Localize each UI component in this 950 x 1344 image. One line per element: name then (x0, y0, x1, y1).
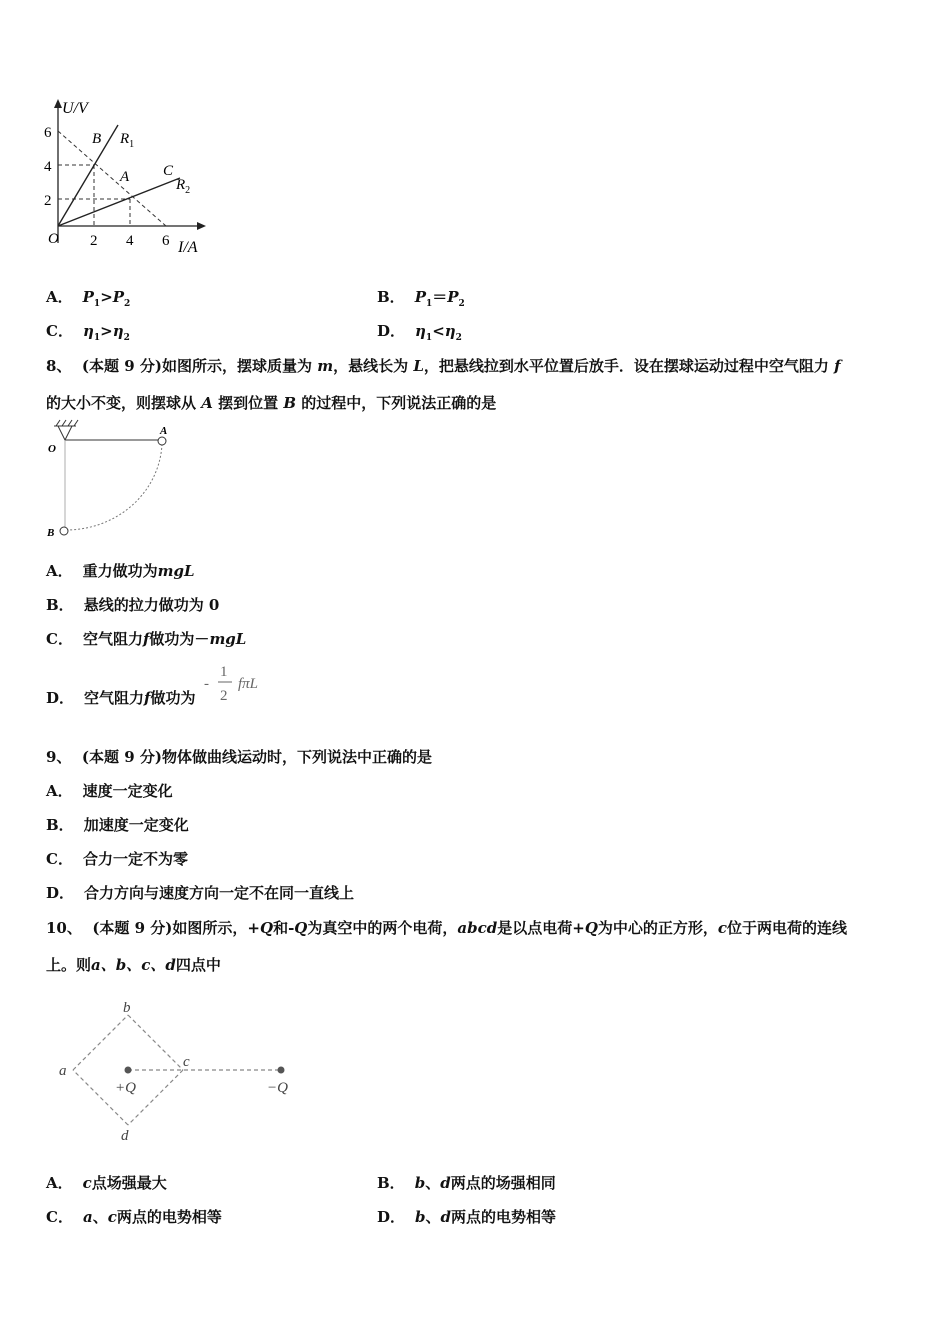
label-a: a (59, 1063, 67, 1079)
pivot-triangle (58, 426, 72, 440)
label-plus-q: +Q (115, 1080, 136, 1096)
x-tick-4: 4 (126, 233, 134, 249)
formula-tail: fπL (238, 676, 259, 692)
x-tick-6: 6 (162, 233, 170, 249)
q10-option-a[interactable]: A． c点场强最大 (46, 1174, 167, 1192)
edge-da (73, 1070, 128, 1125)
label-minus-q: −Q (267, 1080, 288, 1096)
q10-charge-figure (55, 1000, 305, 1145)
q8-pendulum-figure (44, 420, 184, 545)
q10-stem-line2: 上。则a、b、c、d四点中 (46, 956, 221, 974)
label-o: O (48, 443, 56, 455)
q7-option-a[interactable]: A． $P_1>P_2$ (46, 288, 131, 309)
q8-option-d-formula (202, 660, 282, 708)
q7-option-c[interactable]: C． $\eta_1>\eta_2$ (46, 322, 130, 343)
label-a: A (160, 425, 168, 437)
hatch (56, 420, 60, 426)
ball-a (158, 437, 166, 445)
q7-ui-graph (40, 95, 230, 265)
q9-option-d[interactable]: D． 合力方向与速度方向一定不在同一直线上 (46, 884, 355, 902)
y-axis-arrow (54, 99, 62, 108)
q8-option-c[interactable]: C． 空气阻力f做功为－mgL (46, 630, 247, 648)
x-tick-2: 2 (90, 233, 98, 249)
swing-arc (66, 444, 162, 530)
plus-q-charge (125, 1067, 132, 1074)
q7-option-b[interactable]: B． $P_1=P_2$ (377, 288, 465, 309)
ball-b (60, 527, 68, 535)
formula-neg: - (204, 676, 209, 692)
x-axis-arrow (197, 222, 206, 230)
label-b: B (47, 527, 55, 539)
label-c: c (183, 1054, 190, 1070)
hatch (62, 420, 66, 426)
dashed-diagonal (58, 131, 166, 226)
label-b: b (123, 1000, 131, 1016)
q8-option-a[interactable]: A． 重力做功为mgL (46, 562, 195, 580)
q10-option-c[interactable]: C． a、c两点的电势相等 (46, 1208, 222, 1226)
r2-label: $R_2$ (176, 177, 191, 196)
q10-stem-line1: 10、 (本题 9 分)如图所示，+Q和-Q为真空中的两个电荷，abcd是以点电荷+Q为中心的正方形，c位于两电荷的连线 (46, 919, 848, 937)
q8-stem-line2: 的大小不变，则摆球从 A 摆到位置 B 的过程中，下列说法正确的是 (46, 394, 497, 412)
line-r1 (58, 125, 118, 226)
q8-option-d[interactable]: D． 空气阻力f做功为 (46, 689, 196, 707)
edge-cd (128, 1070, 183, 1125)
q9-stem: 9、 (本题 9 分)物体做曲线运动时，下列说法中正确的是 (46, 748, 432, 766)
origin-label: O (48, 231, 59, 247)
point-a-label: A (120, 169, 130, 185)
formula-denominator: 2 (220, 688, 228, 704)
label-d: d (121, 1128, 129, 1144)
y-axis-label: U/V (62, 100, 88, 117)
q8-stem-line1: 8、 (本题 9 分)如图所示，摆球质量为 m，悬线长为 L，把悬线拉到水平位置后放手．设在摆球运动过程中空气阻力 f (46, 357, 841, 375)
y-tick-6: 6 (44, 125, 52, 141)
q9-option-a[interactable]: A． 速度一定变化 (46, 782, 173, 800)
point-c-label: C (163, 163, 174, 179)
edge-ab (73, 1015, 128, 1070)
minus-q-charge (278, 1067, 285, 1074)
q10-option-d[interactable]: D． b、d两点的电势相等 (377, 1208, 557, 1226)
formula-numerator: 1 (220, 664, 228, 680)
point-b-label: B (92, 131, 102, 147)
q7-option-d[interactable]: D． $\eta_1<\eta_2$ (377, 322, 462, 343)
x-axis-label: I/A (178, 239, 198, 256)
y-tick-2: 2 (44, 193, 52, 209)
edge-bc (128, 1015, 183, 1070)
q9-option-c[interactable]: C． 合力一定不为零 (46, 850, 188, 868)
r1-label: $R_1$ (120, 131, 135, 150)
q9-option-b[interactable]: B． 加速度一定变化 (46, 816, 189, 834)
y-tick-4: 4 (44, 159, 52, 175)
line-r2 (58, 178, 180, 226)
hatch (68, 420, 72, 426)
q8-option-b[interactable]: B． 悬线的拉力做功为 0 (46, 596, 220, 614)
hatch (74, 420, 78, 426)
q10-option-b[interactable]: B． b、d两点的场强相同 (377, 1174, 556, 1192)
